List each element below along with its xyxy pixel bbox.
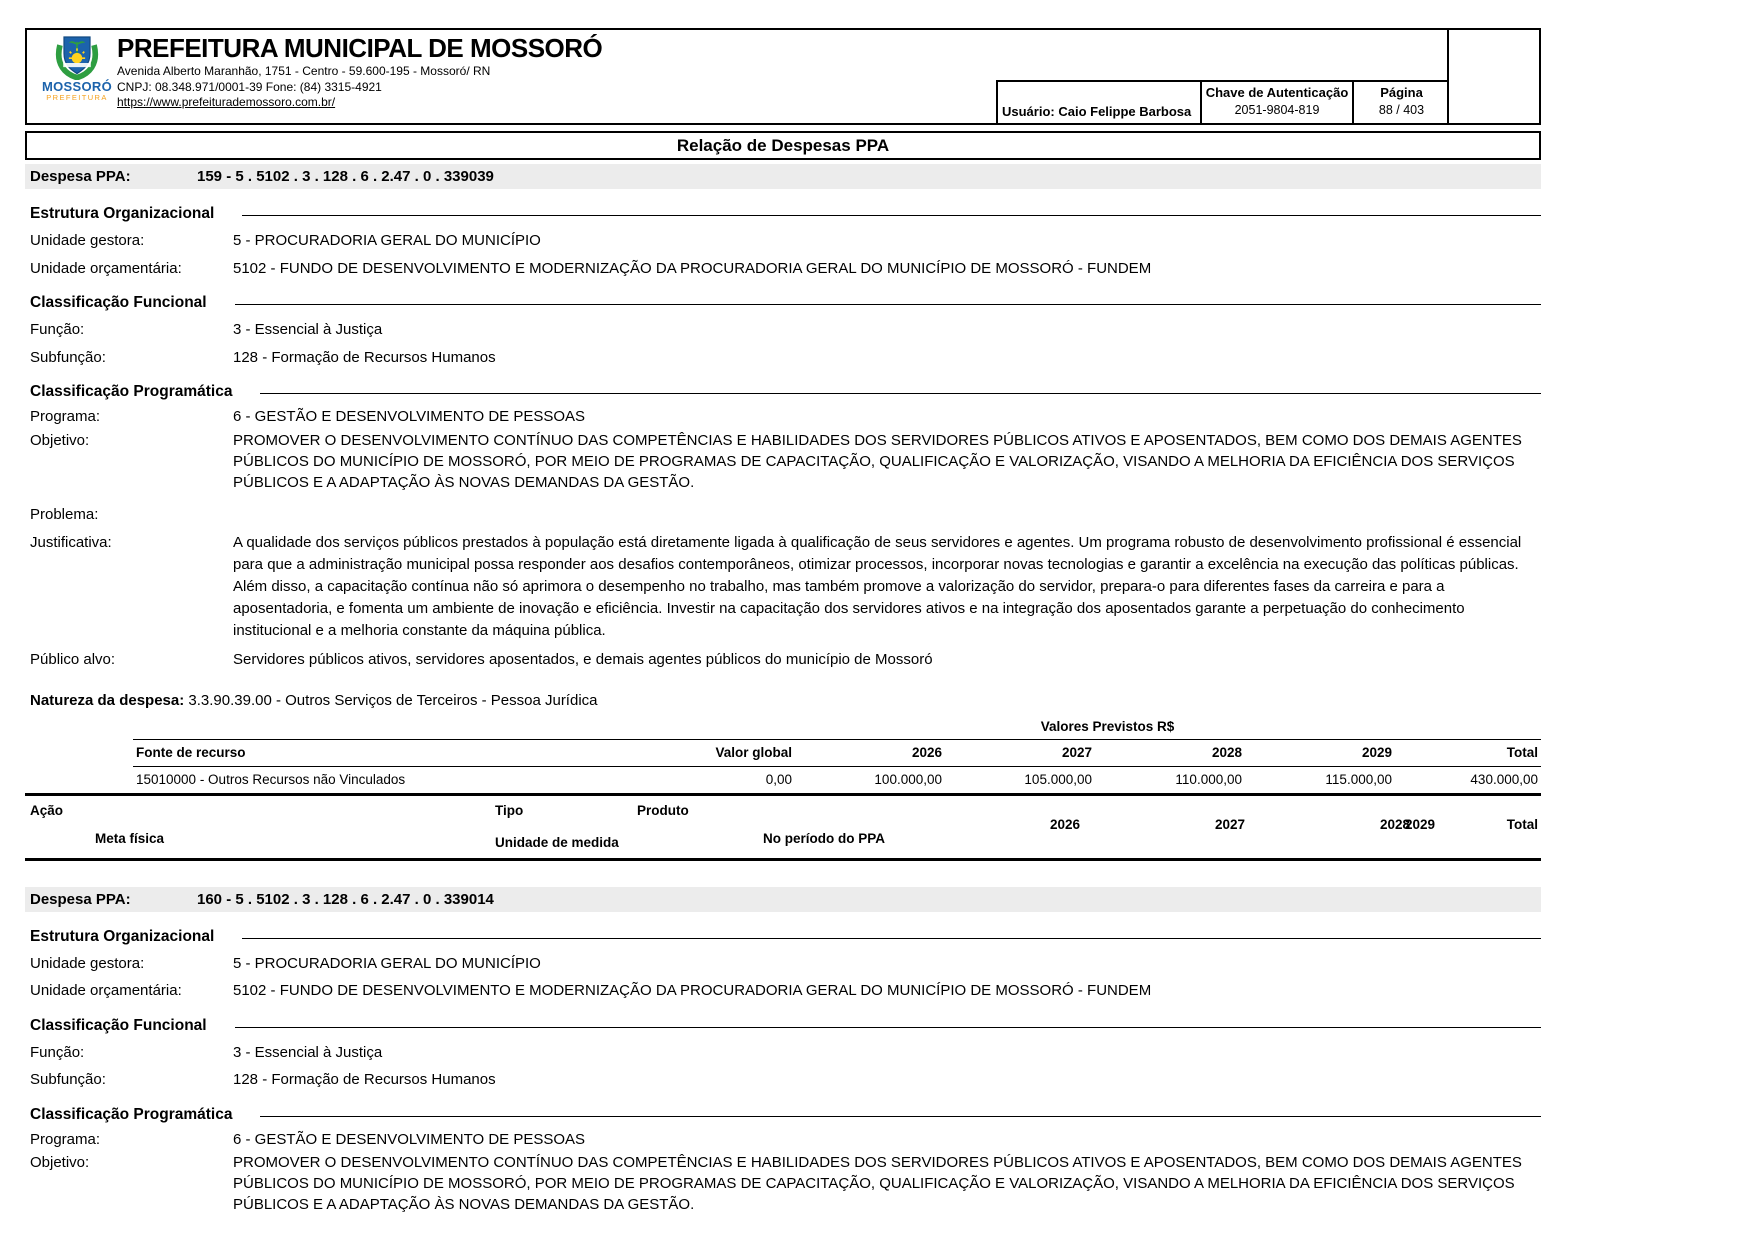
field-subfuncao: [25, 348, 1541, 368]
field-label: Função:: [30, 321, 85, 338]
col-fonte-recurso: Fonte de recurso: [133, 739, 663, 766]
auth-key-value: 2051-9804-819: [1234, 103, 1320, 117]
despesa-code: 159 - 5 . 5102 . 3 . 128 . 6 . 2.47 . 0 . 339039: [197, 168, 494, 185]
field-value: 128 - Formação de Recursos Humanos: [233, 1071, 496, 1088]
field-natureza-despesa: [25, 692, 1541, 709]
section-rule: [260, 393, 1541, 394]
field-value: 5 - PROCURADORIA GERAL DO MUNICÍPIO: [233, 232, 541, 249]
org-cnpj-phone: CNPJ: 08.348.971/0001-39 Fone: (84) 3315-4921: [117, 79, 382, 94]
field-value: 6 - GESTÃO E DESENVOLVIMENTO DE PESSOAS: [233, 408, 586, 425]
cell-fonte: 15010000 - Outros Recursos não Vinculados: [136, 772, 406, 787]
section-rule: [242, 215, 1541, 216]
field-label: Função:: [30, 1043, 85, 1061]
city-emblem-icon: [37, 33, 117, 80]
cell-total: 430.000,00: [1470, 772, 1538, 787]
col-2029: 2029: [1404, 816, 1436, 832]
cell-2027: 105.000,00: [1024, 772, 1092, 787]
field-label: Objetivo:: [30, 1154, 90, 1171]
despesa-code: 160 - 5 . 5102 . 3 . 128 . 6 . 2.47 . 0 . 339014: [197, 890, 494, 908]
auth-key-label: Chave de Autenticação: [1205, 85, 1349, 100]
col-2026: 2026: [1049, 816, 1081, 832]
section-classificacao-programatica: [25, 1106, 1541, 1124]
col-tipo: Tipo: [495, 802, 524, 818]
col-2028: 2028: [1379, 816, 1411, 832]
despesa-ppa-label: Despesa PPA:: [30, 168, 131, 185]
logo-city-name: MOSSORÓ: [42, 79, 112, 94]
field-label: Subfunção:: [30, 1071, 106, 1088]
acao-table-header: [25, 793, 1541, 861]
field-label: Unidade gestora:: [30, 232, 145, 249]
field-subfuncao: [25, 1070, 1541, 1090]
section-title: Estrutura Organizacional: [30, 927, 215, 945]
field-value: 3 - Essencial à Justiça: [233, 321, 383, 338]
section-rule: [235, 304, 1541, 305]
col-valor-global: Valor global: [663, 739, 795, 766]
field-unidade-gestora: [25, 954, 1541, 974]
col-no-periodo-ppa: No período do PPA: [763, 830, 885, 846]
field-value: Servidores públicos ativos, servidores aposentados, e demais agentes públicos do município de Mossoró: [233, 651, 933, 668]
field-value: 5102 - FUNDO DE DESENVOLVIMENTO E MODERNIZAÇÃO DA PROCURADORIA GERAL DO MUNICÍPIO DE MOSSORÓ - FUNDEM: [233, 982, 1152, 999]
col-total: Total: [1395, 739, 1541, 766]
field-label: Natureza da despesa:: [30, 691, 185, 709]
field-value: 5102 - FUNDO DE DESENVOLVIMENTO E MODERNIZAÇÃO DA PROCURADORIA GERAL DO MUNICÍPIO DE MOSSORÓ - FUNDEM: [233, 259, 1152, 277]
field-objetivo: [25, 1152, 1541, 1215]
field-label: Unidade gestora:: [30, 954, 145, 972]
cell-2028: 110.000,00: [1175, 772, 1242, 787]
col-2027: 2027: [945, 739, 1095, 766]
field-value: A qualidade dos serviços públicos prestados à população está diretamente ligada à qualificação de seus servidores e agentes. Um programa robusto de desenvolvimento profissional é essencial para que a administração municipal possa responder aos desafios contemporâneos, otimizar processos, incorporar novas tecnologias e garantir a excelência na execução das políticas públicas. Além disso, a capacitação contínua não só aprimora o desempenho no trabalho, mas também promove a valorização do servidor, prepara-o para diferentes fases da carreira e para a aposentadoria, e fomenta um ambiente de inovação e eficiência. Investir na capacitação dos servidores ativos e na integração dos aposentados garante a perpetuação do conhecimento institucional e a melhoria constante da máquina pública.: [233, 534, 1522, 639]
field-programa: [25, 1130, 1541, 1150]
cell-valor-global: 0,00: [765, 772, 792, 787]
field-value: 3.3.90.39.00 - Outros Serviços de Terceiros - Pessoa Jurídica: [188, 691, 598, 709]
section-estrutura-organizacional: [25, 928, 1541, 946]
section-classificacao-funcional: [25, 1017, 1541, 1035]
field-value: PROMOVER O DESENVOLVIMENTO CONTÍNUO DAS COMPETÊNCIAS E HABILIDADES DOS SERVIDORES PÚBLICOS ATIVOS E APOSENTADOS, BEM COMO DOS DEMAIS AGENTES PÚBLICOS DO MUNICÍPIO DE MOSSORÓ, POR MEIO DE PROGRAMAS DE CAPACITAÇÃO, QUALIFICAÇÃO E VALORIZAÇÃO, VISANDO A MELHORIA DA EFICIÊNCIA DOS SERVIÇOS PÚBLICOS E A ADAPTAÇÃO ÀS NOVAS DEMANDAS DA GESTÃO.: [233, 431, 1522, 491]
field-label: Unidade orçamentária:: [30, 259, 182, 277]
section-rule: [260, 1116, 1541, 1117]
field-label: Justificativa:: [30, 534, 112, 551]
despesa-ppa-label: Despesa PPA:: [30, 890, 131, 908]
document-header: [25, 28, 1541, 125]
table-header-row: [133, 739, 1541, 766]
col-2028: 2028: [1095, 739, 1245, 766]
col-unidade-medida: Unidade de medida: [495, 834, 619, 850]
section-classificacao-programatica: [25, 383, 1541, 401]
col-2026: 2026: [795, 739, 945, 766]
cell-2029: 115.000,00: [1325, 772, 1392, 787]
field-value: 3 - Essencial à Justiça: [233, 1043, 383, 1061]
field-funcao: [25, 1043, 1541, 1063]
field-value: 128 - Formação de Recursos Humanos: [233, 348, 496, 366]
field-label: Público alvo:: [30, 651, 116, 668]
report-title: Relação de Despesas PPA: [25, 131, 1541, 160]
section-estrutura-organizacional: [25, 205, 1541, 223]
auth-key-cell: [1200, 82, 1352, 123]
valores-previstos-title: Valores Previstos R$: [1040, 718, 1175, 734]
auth-info-box: [996, 80, 1449, 123]
col-produto: Produto: [637, 802, 689, 818]
field-programa: [25, 407, 1541, 427]
field-objetivo: [25, 430, 1541, 493]
col-2027: 2027: [1214, 816, 1246, 832]
user-label: Usuário: Caio Felippe Barbosa: [1002, 104, 1192, 119]
page-cell: [1352, 82, 1449, 123]
section-title: Classificação Funcional: [30, 1016, 207, 1034]
field-value: PROMOVER O DESENVOLVIMENTO CONTÍNUO DAS COMPETÊNCIAS E HABILIDADES DOS SERVIDORES PÚBLICOS ATIVOS E APOSENTADOS, BEM COMO DOS DEMAIS AGENTES PÚBLICOS DO MUNICÍPIO DE MOSSORÓ, POR MEIO DE PROGRAMAS DE CAPACITAÇÃO, QUALIFICAÇÃO E VALORIZAÇÃO, VISANDO A MELHORIA DA EFICIÊNCIA DOS SERVIÇOS PÚBLICOS E A ADAPTAÇÃO ÀS NOVAS DEMANDAS DA GESTÃO.: [233, 1154, 1522, 1213]
field-value: 5 - PROCURADORIA GERAL DO MUNICÍPIO: [233, 954, 541, 972]
field-unidade-gestora: [25, 231, 1541, 251]
cell-2026: 100.000,00: [874, 772, 942, 787]
document-page: [25, 28, 1541, 1215]
city-logo: [37, 33, 117, 102]
section-title: Classificação Funcional: [30, 294, 207, 311]
section-rule: [235, 1027, 1541, 1028]
section-title: Estrutura Organizacional: [30, 205, 215, 222]
field-label: Programa:: [30, 408, 101, 425]
col-meta-fisica: Meta física: [95, 830, 165, 846]
field-label: Programa:: [30, 1130, 101, 1148]
col-total: Total: [1506, 816, 1538, 832]
field-label: Subfunção:: [30, 348, 106, 366]
field-publico-alvo: [25, 650, 1541, 670]
field-unidade-orcamentaria: [25, 981, 1541, 1001]
field-value: 6 - GESTÃO E DESENVOLVIMENTO DE PESSOAS: [233, 1130, 586, 1148]
despesa-row-160: [25, 887, 1541, 912]
org-info: [117, 33, 602, 111]
section-title: Classificação Programática: [30, 1105, 233, 1123]
field-problema: [25, 505, 1541, 525]
col-2029: 2029: [1245, 739, 1395, 766]
section-rule: [242, 938, 1541, 939]
page-number: 88 / 403: [1378, 103, 1425, 117]
logo-subtitle: PREFEITURA: [46, 93, 108, 102]
table-row: [133, 766, 1541, 793]
page-label: Página: [1380, 85, 1423, 100]
website-link[interactable]: https://www.prefeiturademossoro.com.br/: [117, 95, 336, 109]
field-funcao: [25, 320, 1541, 340]
section-title: Classificação Programática: [30, 383, 233, 400]
field-unidade-orcamentaria: [25, 259, 1541, 279]
section-classificacao-funcional: [25, 294, 1541, 312]
field-label: Objetivo:: [30, 431, 90, 449]
field-justificativa: [25, 532, 1541, 642]
org-name: PREFEITURA MUNICIPAL DE MOSSORÓ: [117, 33, 603, 63]
col-acao: Ação: [30, 802, 64, 818]
fonte-recurso-table: [133, 739, 1541, 793]
despesa-row-159: [25, 164, 1541, 189]
field-label: Unidade orçamentária:: [30, 982, 182, 999]
org-address: Avenida Alberto Maranhão, 1751 - Centro - 59.600-195 - Mossoró/ RN: [117, 64, 491, 78]
field-value: [233, 505, 1541, 525]
field-label: Problema:: [30, 505, 99, 523]
